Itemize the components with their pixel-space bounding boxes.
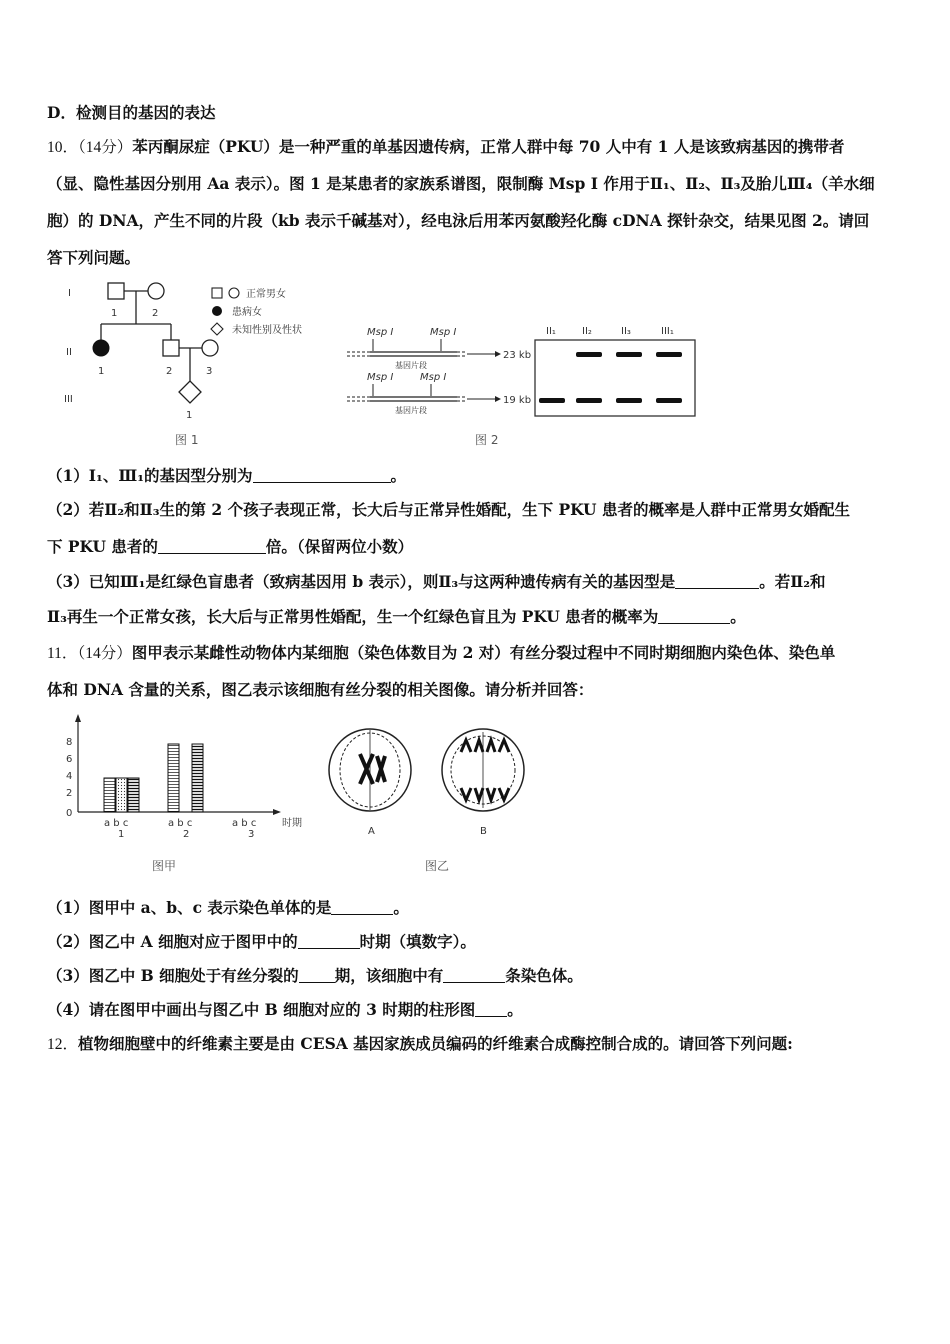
q10-sub3-text2: Ⅱ₃再生一个正常女孩，长大后与正常男性婚配，生一个红绿色盲且为 PKU 患者的概率为 [47, 607, 659, 626]
q10-sub2-blank[interactable] [158, 539, 266, 554]
msp-label-1: Msp I [367, 327, 394, 338]
q12-line [47, 1034, 793, 1055]
ytick-6: 6 [66, 754, 73, 765]
ytick-0: 0 [66, 808, 73, 819]
period-1: 1 [118, 829, 125, 840]
q10-sub3-line1 [47, 572, 826, 592]
x-axis-label: 时期 [282, 818, 302, 829]
q11-sub3-mid: 期，该细胞中有 [334, 966, 444, 985]
q11-line2: 体和 DNA 含量的关系，图乙表示该细胞有丝分裂的相关图像。请分析并回答： [47, 680, 594, 699]
legend-affected: 患病女 [232, 307, 262, 318]
kb19-label: 19 kb [503, 395, 532, 406]
q10-sub3-line2 [47, 607, 746, 627]
q10-sub1-end: 。 [390, 466, 407, 485]
q10-sub3-blank2[interactable] [658, 609, 730, 624]
q10-sub1-blank[interactable] [253, 468, 391, 483]
band-ii2-19kb [576, 398, 602, 403]
ii1-number: 1 [98, 366, 105, 377]
q11-points: （14分） [77, 645, 132, 662]
legend-diamond-icon [211, 323, 223, 335]
q10-line2: （显、隐性基因分别用 Aa 表示）。图 1 是某患者的家族系谱图，限制酶 Msp I 作用于Ⅱ₁、Ⅱ₂、Ⅱ₃及胎儿Ⅲ₄（羊水细 [47, 174, 875, 193]
i2-number: 2 [152, 308, 159, 319]
iii1-unknown-diamond [179, 381, 201, 403]
q11-sub1-text: （1）图甲中 a、b、c 表示染色单体的是 [47, 898, 332, 917]
lane-iii1: III₁ [661, 326, 674, 337]
q11-sub1-blank[interactable] [331, 900, 393, 915]
fig2-caption: 图 2 [475, 433, 499, 447]
cell-a-label: A [368, 826, 375, 837]
ii2-male-square [163, 340, 179, 356]
q12-text: 植物细胞壁中的纤维素主要是由 CESA 基因家族成员编码的纤维素合成酶控制合成的。请回答下列问题: [78, 1034, 793, 1053]
option-d: D．检测目的基因的表达 [47, 103, 216, 122]
q12-number: 12． [47, 1036, 79, 1053]
gene-fragment-label-2: 基因片段 [395, 406, 427, 415]
lane-ii2: II₂ [582, 326, 592, 337]
q11-sub3 [47, 966, 583, 986]
q10-sub3-end: 。 [730, 607, 746, 626]
q11-text1: 图甲表示某雌性动物体内某细胞（染色体数目为 2 对）有丝分裂过程中不同时期细胞内染色体、染色单 [131, 643, 836, 662]
q10-points: （14分） [78, 139, 133, 156]
msp-label-2: Msp I [430, 327, 457, 338]
q10-text1: 苯丙酮尿症（PKU）是一种严重的单基因遗传病，正常人群中每 70 人中有 1 人是该致病基因的携带者 [132, 137, 845, 156]
gen-3-label: III [64, 394, 73, 405]
bar-c-period-2 [192, 744, 203, 812]
legend-filled-circle-icon [212, 306, 222, 316]
q11-sub3-blank1[interactable] [299, 968, 335, 983]
q11-sub2-blank[interactable] [298, 934, 360, 949]
q11-sub2 [47, 932, 476, 952]
band-iii1-23kb [656, 352, 682, 357]
fig1-caption: 图 1 [175, 433, 199, 447]
q10-sub3-mid: 。若Ⅱ₂和 [759, 572, 826, 591]
ytick-4: 4 [66, 771, 73, 782]
q10-sub2-text: 下 PKU 患者的 [47, 537, 158, 556]
i1-male-square [108, 283, 124, 299]
q11-sub1-end: 。 [393, 898, 409, 917]
period-2: 2 [183, 829, 190, 840]
q10-line1 [47, 137, 844, 158]
gene-fragment-label-1: 基因片段 [395, 361, 427, 370]
abc-label-2: a b c [168, 818, 193, 829]
legend-unknown: 未知性别及性状 [232, 325, 302, 336]
q10-sub2-line2 [47, 537, 413, 557]
q11-sub3-end: 条染色体。 [505, 966, 583, 985]
q11-sub4 [47, 1000, 523, 1020]
q10-sub3-text: （3）已知Ⅲ₁是红绿色盲患者（致病基因用 b 表示），则Ⅱ₃与这两种遗传病有关的基因型是 [47, 572, 676, 591]
fig-yi-caption: 图乙 [425, 859, 450, 873]
q11-sub2-text: （2）图乙中 A 细胞对应于图甲中的 [47, 932, 298, 951]
q10-sub1 [47, 466, 406, 486]
cell-figure-yi [325, 712, 615, 877]
q11-sub2-end: 时期（填数字）。 [359, 932, 476, 951]
q11-sub3-text: （3）图乙中 B 细胞处于有丝分裂的 [47, 966, 299, 985]
ytick-2: 2 [66, 788, 73, 799]
iii1-number: 1 [186, 410, 193, 421]
q11-line1 [47, 643, 835, 664]
legend-normal: 正常男女 [246, 289, 286, 300]
abc-label-3: a b c [232, 818, 257, 829]
bar-a-period-1 [104, 778, 115, 812]
q10-line3: 胞）的 DNA，产生不同的片段（kb 表示千碱基对），经电泳后用苯丙氨酸羟化酶 cDNA 探针杂交，结果见图 2。请回 [47, 211, 870, 230]
ii1-affected-female [93, 340, 109, 356]
band-ii3-19kb [616, 398, 642, 403]
legend-circle-icon [229, 288, 239, 298]
q11-sub4-end: 。 [507, 1000, 523, 1019]
i1-number: 1 [111, 308, 118, 319]
q10-sub2-end: 倍。（保留两位小数） [265, 537, 414, 556]
q11-sub4-blank[interactable] [475, 1002, 507, 1017]
q11-sub3-blank2[interactable] [443, 968, 505, 983]
q11-sub4-text: （4）请在图甲中画出与图乙中 B 细胞对应的 3 时期的柱形图 [47, 1000, 476, 1019]
q10-line4: 答下列问题。 [47, 248, 141, 267]
band-ii2-23kb [576, 352, 602, 357]
bar-a-period-2 [168, 744, 179, 812]
bar-c-period-1 [128, 778, 139, 812]
legend-square-icon [212, 288, 222, 298]
gen-1-label: I [68, 288, 71, 299]
msp-label-4: Msp I [420, 372, 447, 383]
band-iii1-19kb [656, 398, 682, 403]
band-ii3-23kb [616, 352, 642, 357]
lane-ii1: II₁ [546, 326, 556, 337]
electrophoresis-figure [345, 318, 705, 453]
ii2-number: 2 [166, 366, 173, 377]
pedigree-figure [60, 278, 350, 453]
q10-sub2-line1: （2）若Ⅱ₂和Ⅱ₃生的第 2 个孩子表现正常，长大后与正常异性婚配，生下 PKU 患者的概率是人群中正常男女婚配生 [47, 500, 850, 519]
cell-b-label: B [480, 826, 487, 837]
ii3-number: 3 [206, 366, 213, 377]
q11-number: 11． [47, 645, 78, 662]
gel-box [535, 340, 695, 416]
gen-2-label: II [66, 347, 72, 358]
q11-sub1 [47, 898, 409, 918]
msp-label-3: Msp I [367, 372, 394, 383]
ii3-female-circle [202, 340, 218, 356]
bar-chart-jia [60, 712, 330, 877]
abc-label-1: a b c [104, 818, 129, 829]
q10-number: 10． [47, 139, 79, 156]
bar-b-period-1 [116, 778, 127, 812]
q10-sub1-text: （1）I₁、Ⅲ₁的基因型分别为 [47, 466, 253, 485]
q10-sub3-blank1[interactable] [675, 574, 759, 589]
i2-female-circle [148, 283, 164, 299]
kb23-label: 23 kb [503, 350, 532, 361]
lane-ii3: II₃ [621, 326, 631, 337]
ytick-8: 8 [66, 737, 73, 748]
band-ii1-19kb [539, 398, 565, 403]
period-3: 3 [248, 829, 255, 840]
fig-jia-caption: 图甲 [152, 859, 177, 873]
